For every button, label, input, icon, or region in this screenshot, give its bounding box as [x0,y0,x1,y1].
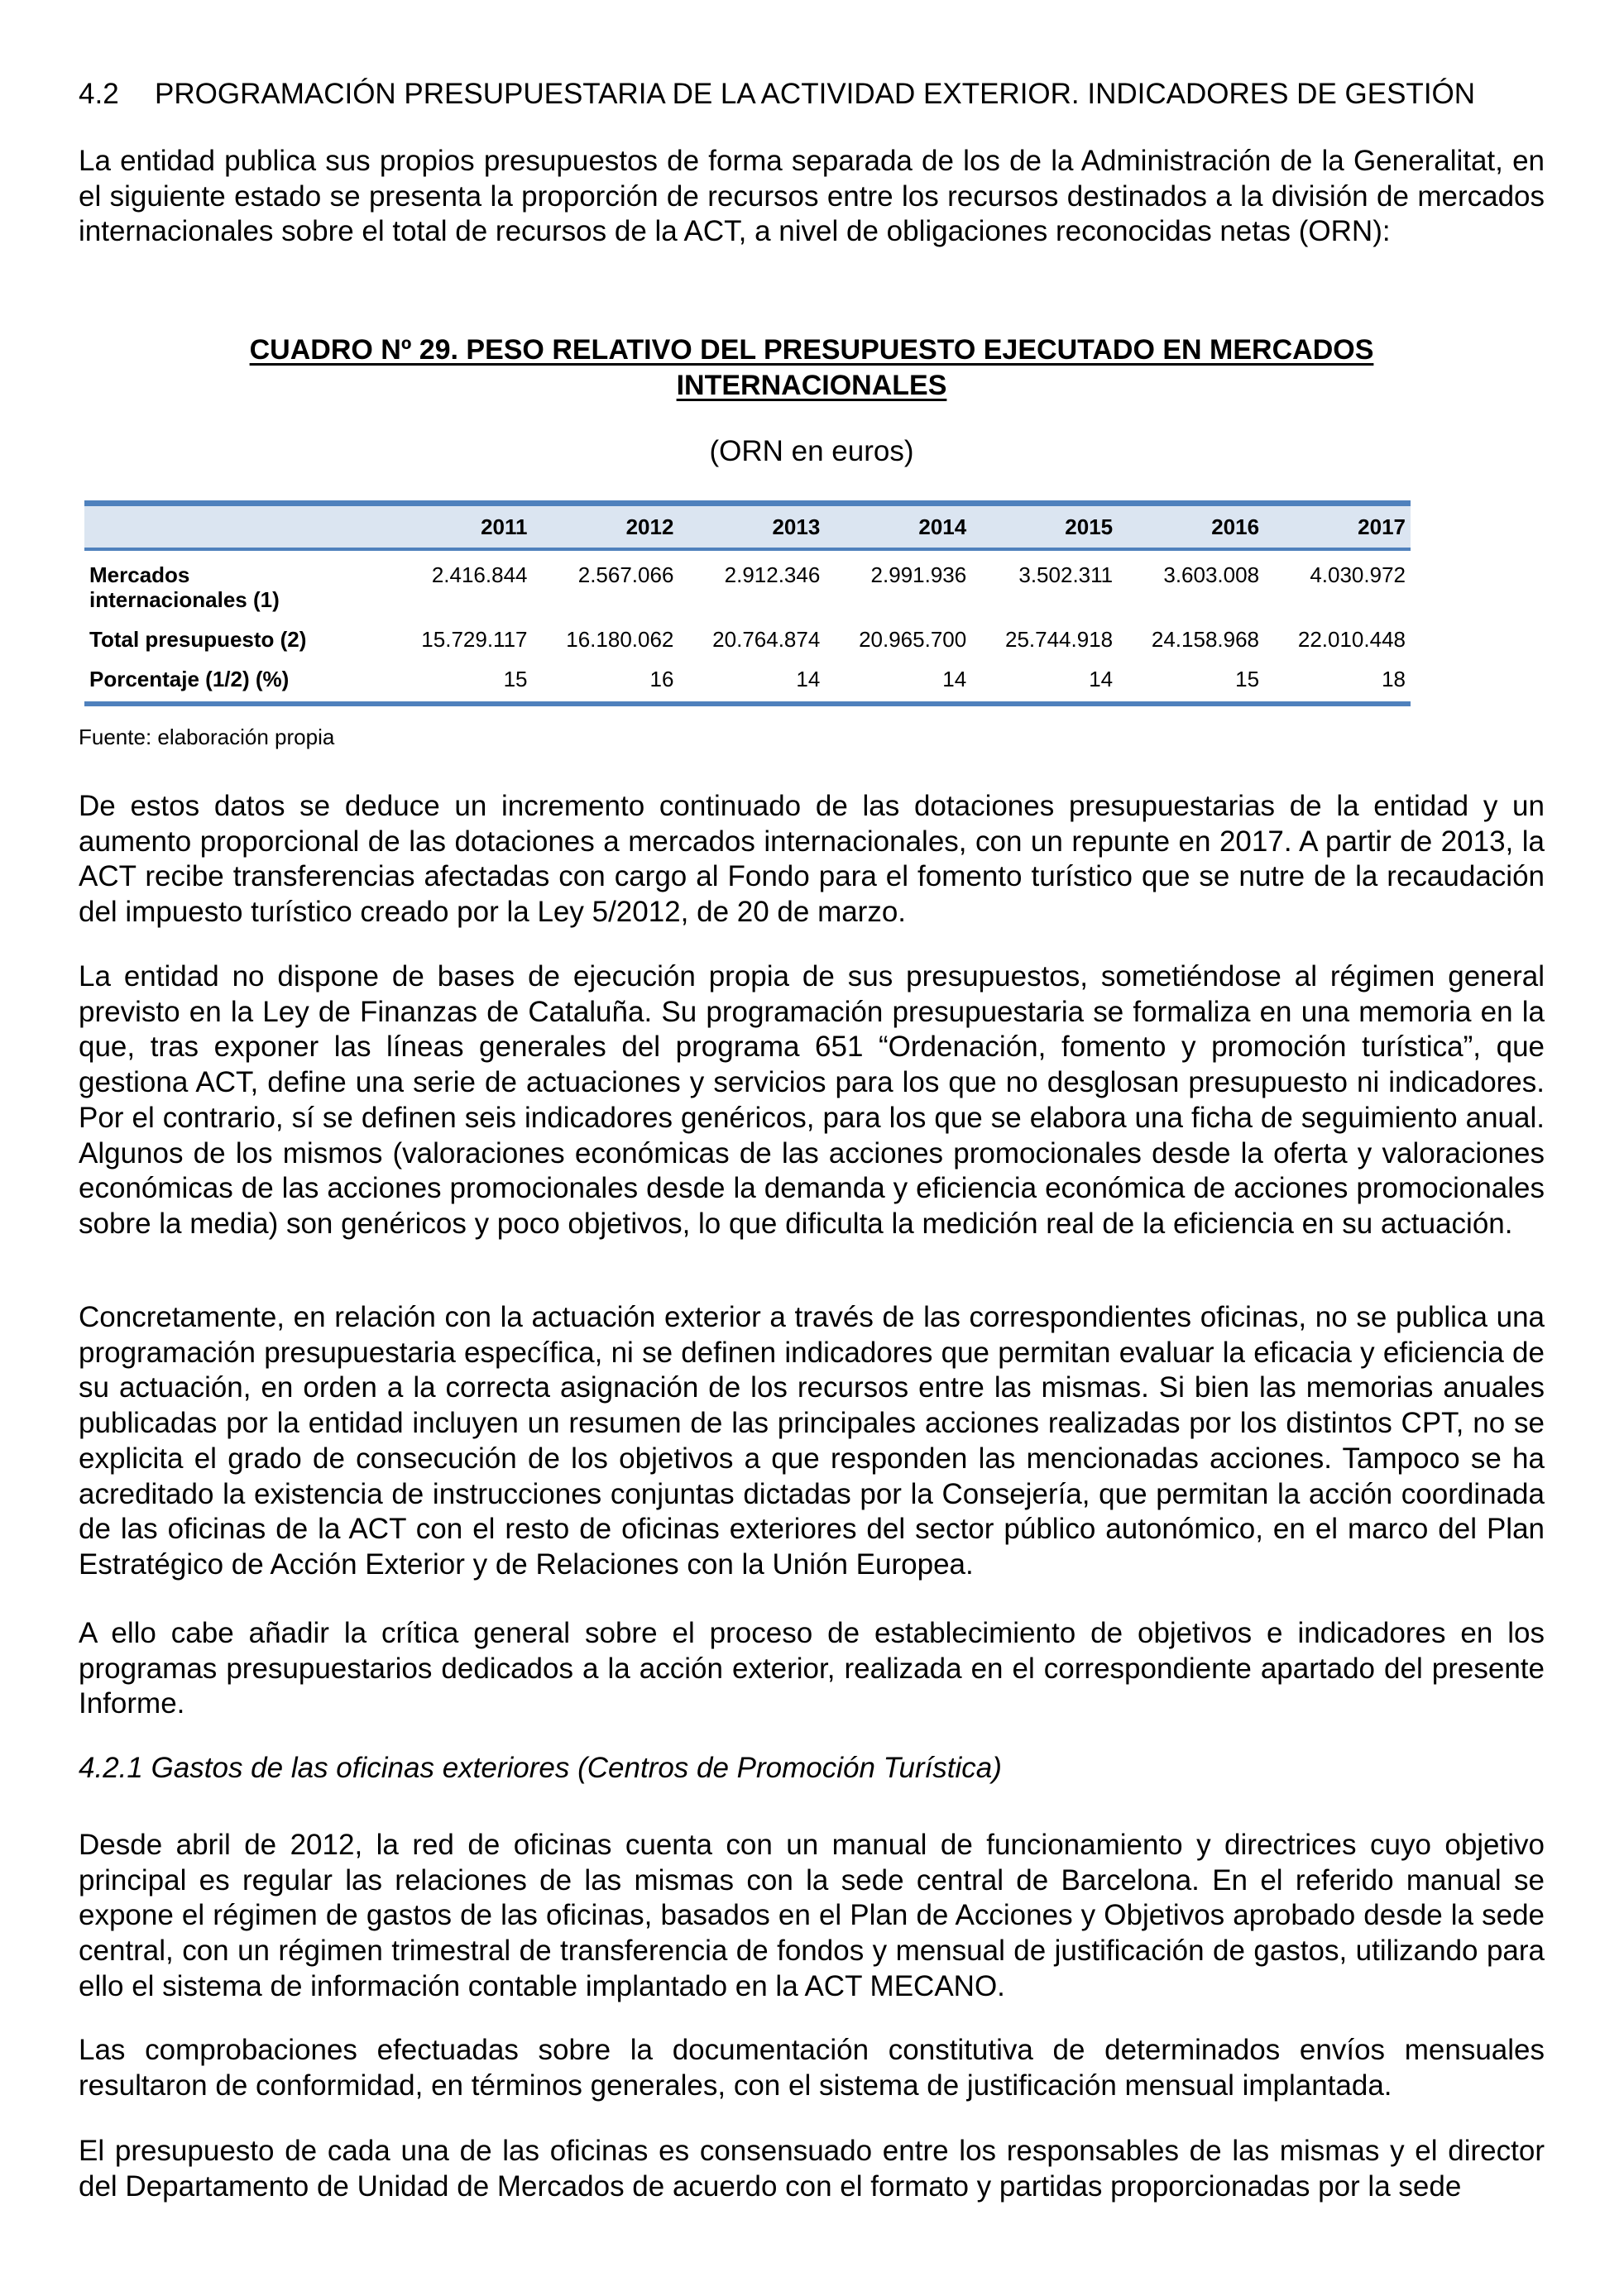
table-cell: 24.158.968 [1151,627,1260,652]
table-cell: 15 [388,667,533,704]
table-cell: 14 [678,667,825,704]
paragraph-3: Concretamente, en relación con la actuación exterior a través de las correspondientes oficinas, no se publica una programación presupuestaria específica, ni se definen indicadores que permitan evaluar la eficacia y eficiencia de su actuación, en orden a la correcta asignación de los recursos entre las mismas. Si bien las memorias anuales publicadas por la entidad incluyen un resumen de las principales acciones realizadas por los distintos CPT, no se explicita el grado de consecución de los objetivos a que responden las mencionadas acciones. Tampoco se ha acreditado la existencia de instrucciones conjuntas dictadas por la Consejería, que permitan la acción coordinada de las oficinas de la ACT con el resto de oficinas exteriores del sector público autonómico, en el marco del Plan Estratégico de Acción Exterior y de Relaciones con la Unión Europea. [79,1301,1545,1581]
table-cell: 25.744.918 [1004,627,1114,652]
table-cell: 20.764.874 [712,627,821,652]
table-cell: 2.567.066 [577,562,674,587]
subsection-heading: 4.2.1 Gastos de las oficinas exteriores (Centros de Promoción Turística) [79,1752,1002,1784]
table-cell: 4.030.972 [1310,562,1406,587]
table-cell: 15.729.117 [421,627,528,652]
section-title: PROGRAMACIÓN PRESUPUESTARIA DE LA ACTIVIDAD EXTERIOR. INDICADORES DE GESTIÓN [155,78,1476,110]
subsection-paragraph-3: El presupuesto de cada una de las oficinas es consensuado entre los responsables de las mismas y el director del Departamento de Unidad de Mercados de acuerdo con el formato y partidas proporcionadas por la sede [79,2135,1545,2203]
row-label: Total presupuesto (2) [89,627,307,652]
table-title-line-2: INTERNACIONALES [676,370,947,401]
table-cell: 2.912.346 [724,562,821,587]
table-cell: 2.416.844 [431,562,528,587]
table-cell: 20.965.700 [859,627,967,652]
row-label [84,549,388,627]
budget-table [84,500,1411,706]
table-source-note: Fuente: elaboración propia [79,725,335,749]
section-number: 4.2 [79,78,119,110]
table-cell: 15 [1118,667,1264,704]
header-year-2013: 2013 [678,504,825,550]
header-year-2015: 2015 [971,504,1118,550]
header-year-2012: 2012 [533,504,679,550]
section-heading [79,76,1475,112]
row-label: Porcentaje (1/2) (%) [84,667,388,704]
table-cell: 16.180.062 [566,627,674,652]
row-label-line-2: internacionales (1) [89,587,280,612]
header-year-2011: 2011 [388,504,533,550]
table-title [79,332,1545,404]
table-cell: 3.502.311 [1018,562,1114,587]
paragraph-1: De estos datos se deduce un incremento continuado de las dotaciones presupuestarias de la entidad y un aumento proporcional de las dotaciones a mercados internacionales, con un repunte en 2017. A partir de 2013, la ACT recibe transferencias afectadas con cargo al Fondo para el fomento turístico que se nutre de la recaudación del impuesto turístico creado por la Ley 5/2012, de 20 de marzo. [79,790,1545,929]
table-row-porcentaje [84,667,1411,704]
table-cell: 18 [1264,667,1411,704]
paragraph-2: La entidad no dispone de bases de ejecución propia de sus presupuestos, sometiéndose al régimen general previsto en la Ley de Finanzas de Cataluña. Su programación presupuestaria se formaliza en una memoria en la que, tras exponer las líneas generales del programa 651 “Ordenación, fomento y promoción turística”, que gestiona ACT, define una serie de actuaciones y servicios para los que no desglosan presupuesto ni indicadores. Por el contrario, sí se definen seis indicadores genéricos, para los que se elabora una ficha de seguimiento anual. Algunos de los mismos (valoraciones económicas de las acciones promocionales desde la oferta y valoraciones económicas de las acciones promocionales desde la demanda y eficiencia económica de acciones promocionales sobre la media) son genéricos y poco objetivos, lo que dificulta la medición real de la eficiencia en su actuación. [79,960,1545,1240]
table-cell: 16 [533,667,679,704]
subsection-paragraph-2: Las comprobaciones efectuadas sobre la documentación constitutiva de determinados envíos mensuales resultaron de conformidad, en términos generales, con el sistema de justificación mensual implantada. [79,2034,1545,2102]
table-unit-caption: (ORN en euros) [709,435,914,467]
table-cell: 14 [971,667,1118,704]
table-row-mercados [84,549,1411,627]
table-cell: 14 [825,667,971,704]
paragraph-4: A ello cabe añadir la crítica general sobre el proceso de establecimiento de objetivos e indicadores en los programas presupuestarios dedicados a la acción exterior, realizada en el correspondiente apartado del presente Informe. [79,1617,1545,1720]
table-cell: 2.991.936 [870,562,967,587]
table-row-total [84,627,1411,667]
header-year-2017: 2017 [1264,504,1411,550]
table-cell: 3.603.008 [1163,562,1260,587]
table-cell: 22.010.448 [1297,627,1406,652]
table-header-row [84,504,1411,550]
intro-paragraph: La entidad publica sus propios presupuestos de forma separada de los de la Administración de la Generalitat, en el siguiente estado se presenta la proporción de recursos entre los recursos destinados a la división de mercados internacionales sobre el total de recursos de la ACT, a nivel de obligaciones reconocidas netas (ORN): [79,145,1545,248]
table-title-line-1: CUADRO Nº 29. PESO RELATIVO DEL PRESUPUESTO EJECUTADO EN MERCADOS [249,334,1374,366]
header-year-2016: 2016 [1118,504,1264,550]
row-label-line-1: Mercados [89,562,190,587]
header-label-cell [84,504,388,550]
header-year-2014: 2014 [825,504,971,550]
subsection-paragraph-1: Desde abril de 2012, la red de oficinas cuenta con un manual de funcionamiento y directrices cuyo objetivo principal es regular las relaciones de las mismas con la sede central de Barcelona. En el referido manual se expone el régimen de gastos de las oficinas, basados en el Plan de Acciones y Objetivos aprobado desde la sede central, con un régimen trimestral de transferencia de fondos y mensual de justificación de gastos, utilizando para ello el sistema de información contable implantado en la ACT MECANO. [79,1829,1545,2002]
